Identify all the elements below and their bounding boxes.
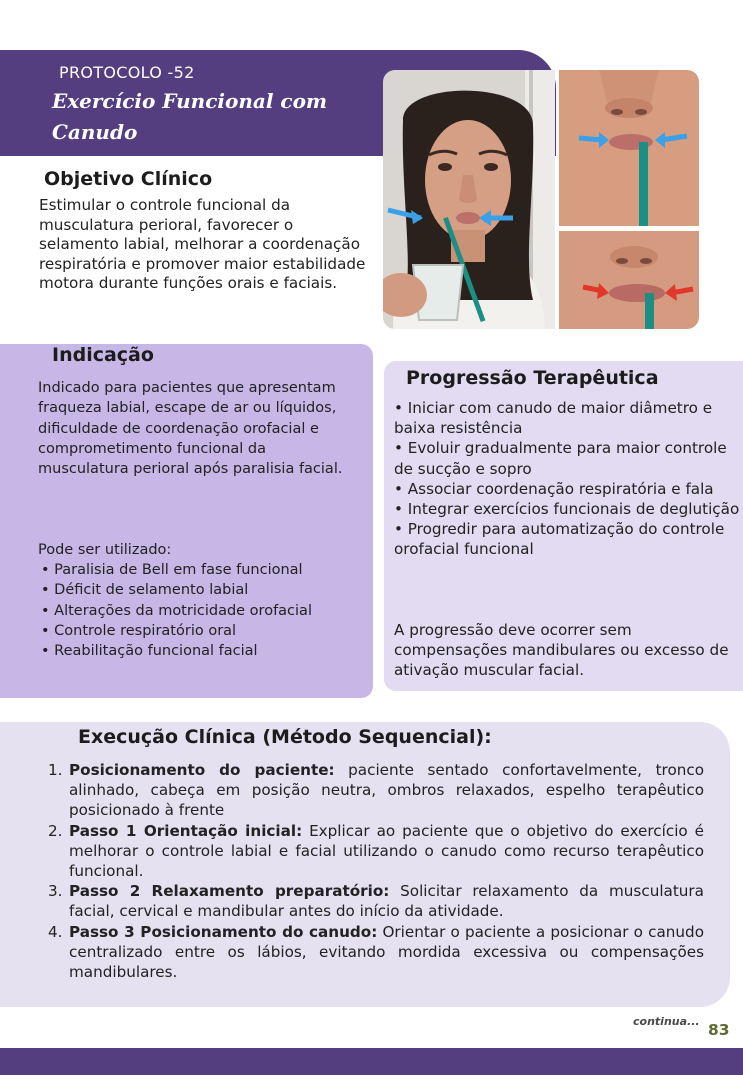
step-number: 4.	[48, 922, 63, 941]
footer-band	[0, 1048, 743, 1075]
execucao-heading: Execução Clínica (Método Sequencial):	[78, 726, 492, 748]
list-item: • Alterações da motricidade orofacial	[41, 602, 312, 619]
list-item	[48, 821, 704, 882]
indicacao-heading: Indicação	[52, 344, 154, 366]
step-text: Orientar o paciente a posicionar o canudo centralizado entre os lábios, evitando mordida excessiva ou compensações mandibulares.	[69, 922, 704, 982]
step-body	[69, 760, 704, 821]
list-item	[48, 922, 704, 983]
photo-lips-red-arrows	[559, 231, 699, 329]
indicacao-list	[41, 560, 366, 661]
step-body	[69, 922, 704, 983]
photo-lips-blue-arrows	[559, 70, 699, 226]
continua-label: continua...	[633, 1015, 700, 1028]
progressao-note: A progressão deve ocorrer sem compensações mandibulares ou excesso de ativação muscular facial.	[394, 621, 729, 680]
step-text: Explicar ao paciente que o objetivo do exercício é melhorar o controle labial e facial utilizando o canudo como recurso terapêutico funcional.	[69, 821, 704, 881]
progressao-list	[394, 398, 743, 560]
step-body	[69, 821, 704, 882]
objetivo-heading: Objetivo Clínico	[44, 168, 213, 190]
step-title: Passo 3 Posicionamento do canudo:	[69, 922, 378, 941]
page-number: 83	[708, 1021, 730, 1039]
list-item: • Associar coordenação respiratória e fala	[394, 479, 714, 498]
list-item: • Reabilitação funcional facial	[41, 643, 258, 660]
objetivo-text: Estimular o controle funcional da musculatura perioral, favorecer o selamento labial, melhorar a coordenação respiratória e promover maior estabilidade motora durante funções orais e faciais.	[39, 196, 366, 293]
indicacao-text	[38, 378, 360, 479]
step-text: paciente sentado confortavelmente, tronco alinhado, cabeça em posição neutra, ombros relaxados, espelho terapêutico posicionado à frente	[69, 761, 705, 820]
indicacao-paragraph: Indicado para pacientes que apresentam fraqueza labial, escape de ar ou líquidos, dificuldade de coordenação orofacial e comprometimento funcional da musculatura perioral após paralisia facial.	[38, 380, 343, 478]
progressao-heading: Progressão Terapêutica	[406, 367, 659, 389]
page-title	[52, 86, 372, 148]
list-item	[48, 881, 704, 921]
protocol-number: PROTOCOLO -52	[59, 63, 195, 82]
step-number: 3.	[48, 882, 63, 901]
step-number: 1.	[48, 761, 63, 779]
execucao-steps	[48, 760, 704, 982]
list-item: • Controle respiratório oral	[41, 622, 237, 639]
list-item: • Integrar exercícios funcionais de deglutição	[394, 500, 740, 519]
list-item	[48, 760, 704, 821]
step-title: Posicionamento do paciente:	[69, 761, 335, 779]
step-title: Passo 2 Relaxamento preparatório:	[69, 882, 390, 901]
list-item: • Iniciar com canudo de maior diâmetro e baixa resistência	[394, 399, 713, 438]
page-title-line1: Exercício Funcional com	[52, 89, 328, 113]
step-text: Solicitar relaxamento da musculatura facial, cervical e mandibular antes do início da atividade.	[69, 882, 704, 921]
list-item: • Déficit de selamento labial	[41, 582, 249, 599]
step-body	[69, 881, 704, 921]
step-number: 2.	[48, 821, 63, 840]
photo-woman-straw	[383, 70, 555, 329]
list-item: • Paralisia de Bell em fase funcional	[41, 562, 303, 578]
list-item: • Progredir para automatização do controle orofacial funcional	[394, 520, 725, 559]
page-title-line2: Canudo	[52, 120, 138, 144]
list-item: • Evoluir gradualmente para maior controle de sucção e sopro	[394, 439, 727, 478]
step-title: Passo 1 Orientação inicial:	[69, 821, 303, 840]
indicacao-list-label: Pode ser utilizado:	[38, 542, 172, 558]
